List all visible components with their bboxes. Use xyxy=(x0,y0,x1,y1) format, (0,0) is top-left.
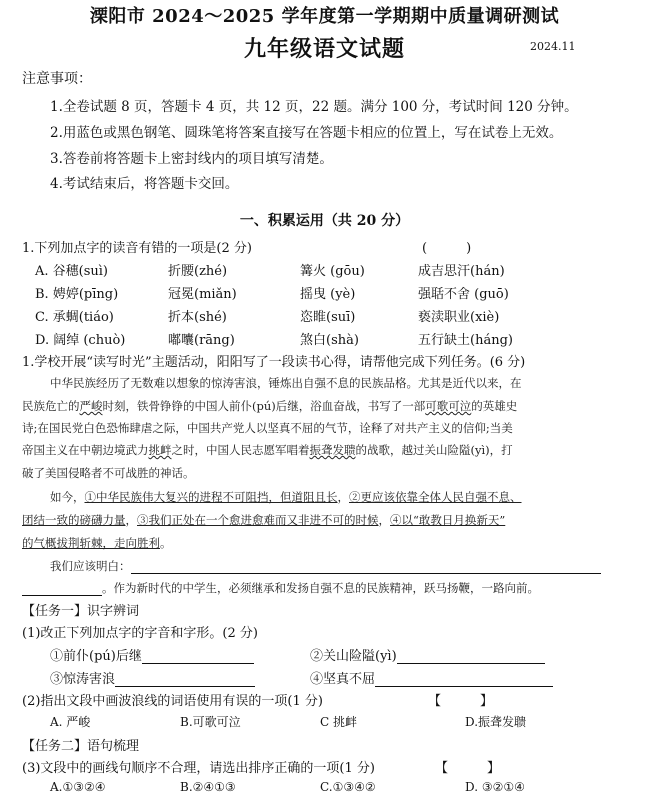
underlined-sentence: ④以“敢教日月换新天” xyxy=(390,513,506,527)
answer-line[interactable] xyxy=(115,674,255,687)
option-cell: 强聒不舍 (guō) xyxy=(418,287,509,302)
option-cell: A. 谷穗(suì) xyxy=(35,264,108,279)
choice-option: B.可歌可泣 xyxy=(180,715,241,729)
section-heading: 一、积累运用（共 20 分） xyxy=(239,213,410,229)
option-cell: 篝火 (gōu) xyxy=(300,264,365,279)
choice-option: C.①③④② xyxy=(320,780,376,794)
task-2-title: 【任务二】语句梳理 xyxy=(22,739,140,754)
passage-line: 如今，①中华民族伟大复兴的进程不可阻挡，但道阻且长，②更应该依靠全体人民自强不息、 xyxy=(50,490,522,504)
task-1-title: 【任务一】识字辨词 xyxy=(22,604,140,619)
passage-line: 诗;在国民党白色恐怖肆虐之际，中国共产党人以坚真不屈的气节，诠释了对共产主义的信仰;当美 xyxy=(22,421,513,435)
answer-bracket: 【 】 xyxy=(435,761,501,776)
task-1-sub1: (1)改正下列加点字的字音和字形。(2 分) xyxy=(22,626,258,641)
passage-line: 中华民族经历了无数难以想象的惊涛害浪，锤炼出自强不息的民族品格。尤其是近代以来，在 xyxy=(50,376,522,390)
fill-blank[interactable] xyxy=(131,561,601,574)
passage-line: 。作为新时代的中学生，必须继承和发扬自强不息的民族精神，跃马扬鞭，一路向前。 xyxy=(22,580,539,596)
answer-line[interactable] xyxy=(142,651,254,664)
correction-item: ②关山险隘(yì) xyxy=(310,645,545,664)
option-cell: 恣睢(suī) xyxy=(300,310,356,325)
underlined-sentence: ①中华民族伟大复兴的进程不可阻挡，但道阻且长 xyxy=(84,490,338,504)
choice-option: A.①③②④ xyxy=(50,780,106,794)
option-cell: 成吉思汗(hán) xyxy=(418,264,505,279)
task-1-sub2: (2)指出文段中画波浪线的词语使用有误的一项(1 分) xyxy=(22,694,323,709)
exam-title: 溧阳市 2024～2025 学年度第一学期期中质量调研测试 xyxy=(89,6,560,27)
passage-line: 我们应该明白： xyxy=(50,558,601,574)
answer-line[interactable] xyxy=(375,674,553,687)
question-2-stem: 1.学校开展“读写时光”主题活动，阳阳写了一段读书心得，请帮他完成下列任务。(6 分) xyxy=(22,355,526,370)
wavy-word: 振聋发聩 xyxy=(309,443,356,457)
passage-line: 团结一致的磅礴力量，③我们正处在一个愈进愈难而又非进不可的时候，④以“敢教日月换新天” xyxy=(22,513,506,527)
passage-line: 破了美国侵略者不可战胜的神话。 xyxy=(22,466,195,480)
answer-line[interactable] xyxy=(397,651,545,664)
option-cell: 冠冕(miǎn) xyxy=(168,287,237,302)
note-item: 4.考试结束后，将答题卡交回。 xyxy=(50,176,239,192)
passage-line: 帝国主义在中朝边境武力挑衅之时，中国人民志愿军唱着振聋发聩的战歌，越过关山险隘(yì)，打 xyxy=(22,443,513,457)
option-cell: 煞白(shà) xyxy=(300,333,359,348)
choice-option: B.②④①③ xyxy=(180,780,236,794)
correction-item: ①前仆(pú)后继 xyxy=(50,645,254,664)
correction-item: ④坚真不屈 xyxy=(310,668,553,687)
choice-option: A. 严峻 xyxy=(50,715,91,729)
option-cell: 折本(shé) xyxy=(168,310,227,325)
exam-subtitle: 九年级语文试题 xyxy=(243,36,405,62)
choice-option: C 挑衅 xyxy=(320,715,357,729)
notes-heading: 注意事项： xyxy=(22,71,92,87)
underlined-sentence: ②更应该依靠全体人民自强不息、 xyxy=(349,490,522,504)
option-cell: 五行缺土(háng) xyxy=(418,333,513,348)
exam-date: 2024.11 xyxy=(530,40,576,53)
note-item: 3.答卷前将答题卡上密封线内的项目填写清楚。 xyxy=(50,151,333,167)
option-cell: D. 阔绰 (chuò) xyxy=(35,333,126,348)
wavy-word: 可歌可泣 xyxy=(425,399,472,413)
underlined-sentence: ③我们正处在一个愈进愈难而又非进不可的时候 xyxy=(137,513,379,527)
answer-bracket: ( ) xyxy=(422,241,472,256)
wavy-word: 挑衅 xyxy=(148,443,172,457)
choice-option: D. ③②①④ xyxy=(465,780,525,794)
note-item: 1.全卷试题 8 页，答题卡 4 页，共 12 页，22 题。满分 100 分，考试时间 120 分钟。 xyxy=(50,99,578,115)
question-1-stem: 1.下列加点字的读音有错的一项是(2 分) xyxy=(22,241,252,256)
passage-line: 的气概拔荆斩棘，走向胜利。 xyxy=(22,536,172,550)
note-item: 2.用蓝色或黑色钢笔、圆珠笔将答案直接写在答题卡相应的位置上，写在试卷上无效。 xyxy=(50,125,563,141)
answer-bracket: 【 】 xyxy=(428,694,494,709)
task-2-sub: (3)文段中的画线句顺序不合理，请选出排序正确的一项(1 分) xyxy=(22,761,375,776)
option-cell: 折腰(zhé) xyxy=(168,264,228,279)
passage-line: 民族危亡的严峻时刻，铁骨铮铮的中国人前仆(pú)后继，浴血奋战，书写了一部可歌可泣的英雄史 xyxy=(22,399,518,413)
fill-blank[interactable] xyxy=(22,583,102,596)
correction-item: ③惊涛害浪 xyxy=(50,668,255,687)
wavy-word: 严峻 xyxy=(79,399,103,413)
option-cell: C. 承蜩(tiáo) xyxy=(35,310,114,325)
option-cell: 摇曳 (yè) xyxy=(300,287,356,302)
choice-option: D.振聋发聩 xyxy=(465,715,527,729)
option-cell: 亵渎职业(xiè) xyxy=(418,310,500,325)
option-cell: 嘟囔(rāng) xyxy=(168,333,235,348)
option-cell: B. 娉婷(pīng) xyxy=(35,287,119,302)
